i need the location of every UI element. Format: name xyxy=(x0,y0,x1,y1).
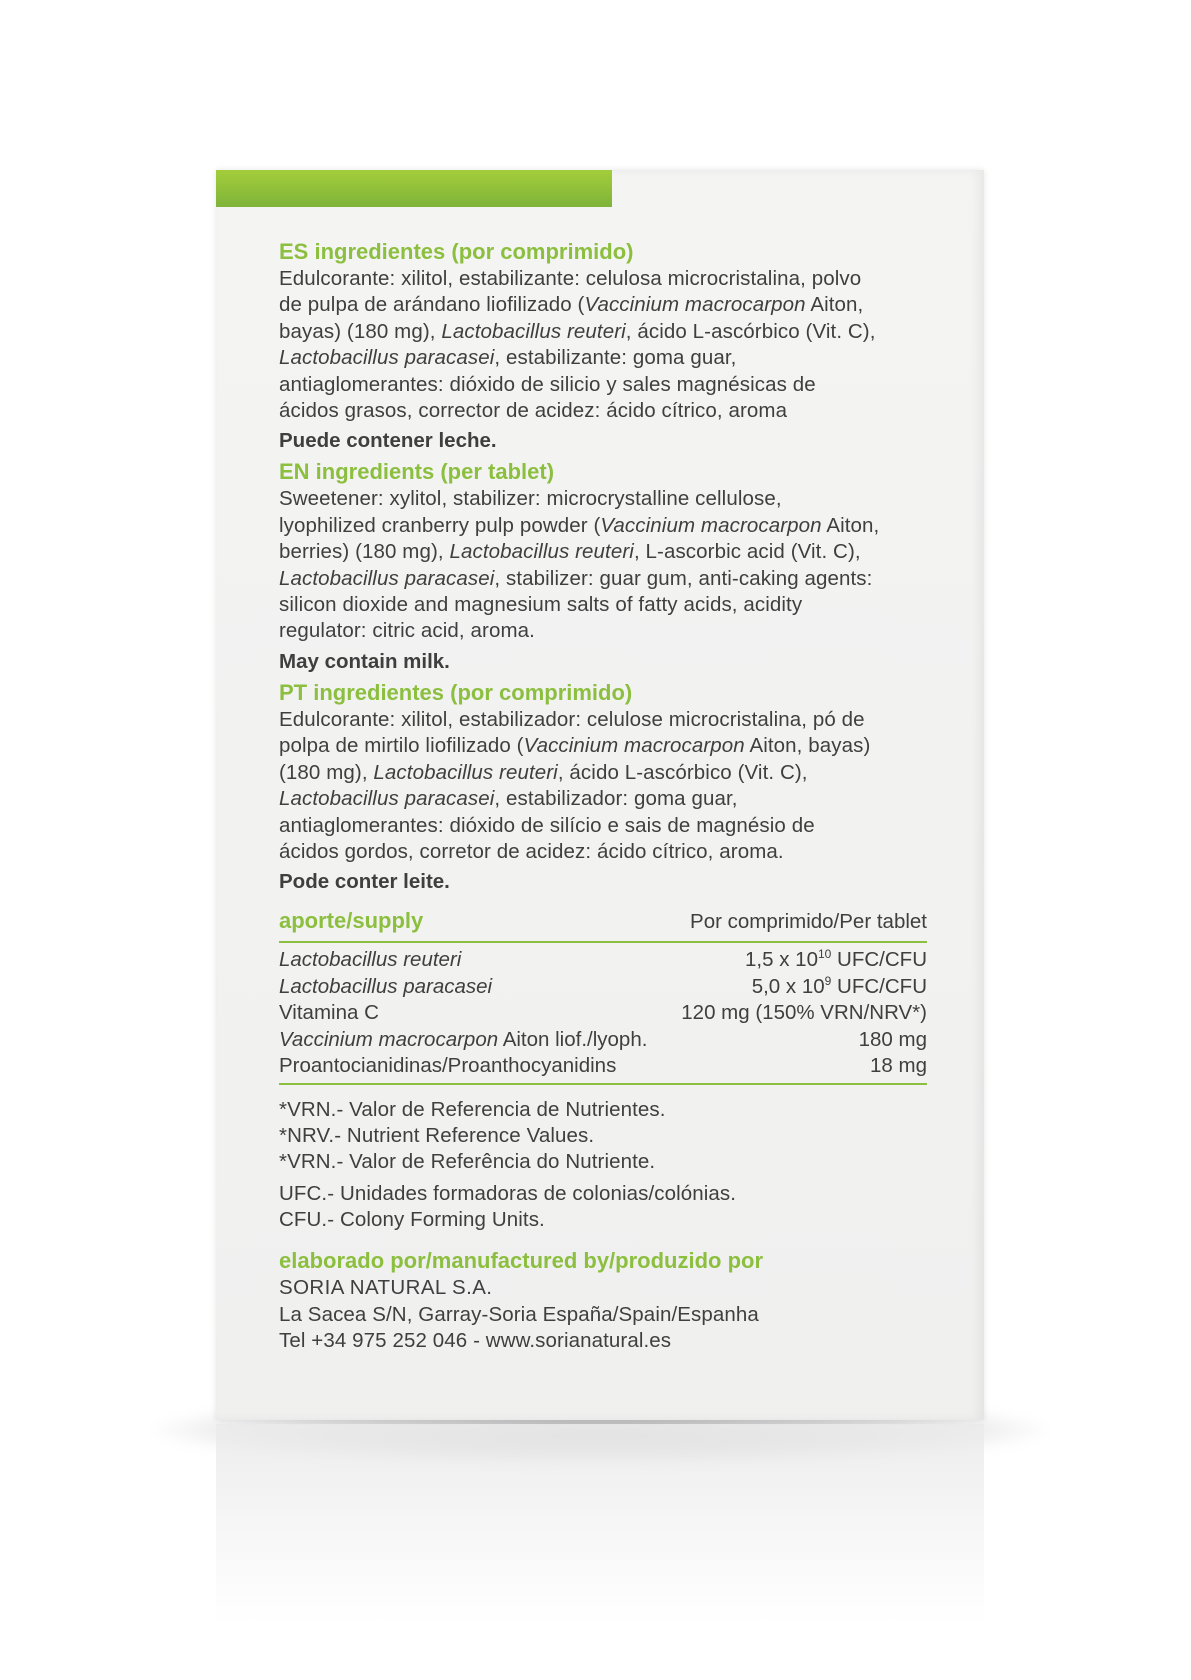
section-es xyxy=(279,238,927,454)
supply-row xyxy=(279,1000,927,1026)
section-en xyxy=(279,458,927,674)
supply-table xyxy=(279,947,927,1085)
ingredient-line xyxy=(279,760,927,786)
ingredient-text: , estabilizador: goma guar, xyxy=(494,787,738,811)
ingredients-pt xyxy=(279,707,927,865)
ingredient-text: Aiton, bayas) xyxy=(744,734,871,758)
footnote-ufc: UFC.- Unidades formadoras de colonias/colónias. xyxy=(279,1182,737,1206)
allergen-note-es: Puede contener leche. xyxy=(279,429,497,453)
ingredients-es xyxy=(279,266,927,424)
supply-heading: aporte/supply xyxy=(279,908,424,934)
supply-column-label: Por comprimido/Per tablet xyxy=(690,910,927,934)
supply-row xyxy=(279,1027,927,1053)
ingredient-text: antiaglomerantes: dióxido de silicio y sales magnésicas de xyxy=(279,372,816,396)
ingredient-line xyxy=(279,372,927,398)
accent-bar xyxy=(216,170,612,207)
ingredient-text: , L-ascorbic acid (Vit. C), xyxy=(633,540,861,564)
footnote-cfu: CFU.- Colony Forming Units. xyxy=(279,1208,545,1232)
ingredient-line xyxy=(279,813,927,839)
ingredient-text: Sweetener: xylitol, stabilizer: microcrystalline cellulose, xyxy=(279,487,782,511)
supply-amount: 5,0 x $10^9$ UFC/CFU xyxy=(751,973,927,998)
ingredient-text: Aiton, xyxy=(821,513,880,537)
species-name: Lactobacillus paracasei xyxy=(279,787,495,811)
ingredient-text: Edulcorante: xilitol, estabilizador: celulose microcristalina, pó de xyxy=(279,707,865,731)
species-name: Vaccinium macrocarpon xyxy=(523,734,745,758)
ingredient-line xyxy=(279,566,927,592)
ingredient-text: ácidos gordos, corretor de acidez: ácido cítrico, aroma. xyxy=(279,839,784,863)
heading-pt: PT ingredientes (por comprimido) xyxy=(279,679,633,705)
ingredient-text: de pulpa de arándano liofilizado ( xyxy=(279,293,585,317)
ingredient-line xyxy=(279,539,927,565)
ingredient-line xyxy=(279,398,927,424)
ingredient-line xyxy=(279,839,927,865)
ingredient-text: (180 mg), xyxy=(279,760,374,784)
ingredient-line xyxy=(279,292,927,318)
ingredient-line xyxy=(279,345,927,371)
allergen-note-pt: Pode conter leite. xyxy=(279,870,450,894)
card-reflection xyxy=(216,1424,984,1624)
product-box-back xyxy=(216,170,984,1420)
ingredient-text: Edulcorante: xilitol, estabilizante: celulosa microcristalina, polvo xyxy=(279,267,862,290)
supply-row xyxy=(279,1053,927,1079)
company-address: La Sacea S/N, Garray-Soria España/Spain/Espanha xyxy=(279,1302,759,1326)
ingredient-line xyxy=(279,266,927,292)
manufacturer-heading: elaborado por/manufactured by/produzido por xyxy=(279,1248,764,1274)
footnote-nrv-en: *NRV.- Nutrient Reference Values. xyxy=(279,1124,595,1148)
ingredient-text: ácidos grasos, corrector de acidez: ácido cítrico, aroma xyxy=(279,399,788,423)
supply-ingredient: Proantocianidinas/Proanthocyanidins xyxy=(279,1053,617,1077)
ingredient-line xyxy=(279,319,927,345)
ingredient-text: lyophilized cranberry pulp powder ( xyxy=(279,513,601,537)
supply-amount: 1,5 x $10^{10}$ UFC/CFU xyxy=(745,947,927,972)
footnotes xyxy=(279,1097,927,1233)
species-name: Lactobacillus reuteri xyxy=(441,319,626,343)
ingredient-text: antiaglomerantes: dióxido de silício e sais de magnésio de xyxy=(279,813,815,837)
species-name: Lactobacillus paracasei xyxy=(279,566,495,590)
supply-ingredient: Lactobacillus reuteri xyxy=(279,948,462,972)
supply-ingredient: Lactobacillus paracasei xyxy=(279,974,493,998)
supply-amount: 18 mg xyxy=(870,1053,927,1077)
supply-row xyxy=(279,974,927,1000)
ingredient-line xyxy=(279,486,927,512)
supply-row xyxy=(279,947,927,973)
manufacturer-block xyxy=(279,1247,927,1354)
footnote-vrn-pt: *VRN.- Valor de Referência do Nutriente. xyxy=(279,1150,656,1174)
ingredients-en xyxy=(279,486,927,644)
ingredient-text: berries) (180 mg), xyxy=(279,540,450,564)
ingredient-text: , ácido L-ascórbico (Vit. C), xyxy=(625,319,876,343)
company-contact: Tel +34 975 252 046 - www.sorianatural.es xyxy=(279,1329,672,1353)
ingredient-text: Aiton, xyxy=(805,293,864,317)
supply-ingredient: Vaccinium macrocarpon Aiton liof./lyoph. xyxy=(279,1027,648,1051)
ingredient-text: , stabilizer: guar gum, anti-caking agents: xyxy=(494,566,873,590)
species-name: Vaccinium macrocarpon xyxy=(584,293,806,317)
heading-es: ES ingredientes (por comprimido) xyxy=(279,239,634,264)
supply-amount: 120 mg (150% VRN/NRV*) xyxy=(681,1001,927,1025)
label-content xyxy=(279,238,927,1355)
ingredient-text: silicon dioxide and magnesium salts of fatty acids, acidity xyxy=(279,593,803,617)
ingredient-text: regulator: citric acid, aroma. xyxy=(279,619,535,643)
ingredient-line xyxy=(279,733,927,759)
supply-ingredient: Vitamina C xyxy=(279,1001,379,1025)
allergen-note-en: May contain milk. xyxy=(279,649,450,673)
ingredient-text: , estabilizante: goma guar, xyxy=(494,346,737,370)
ingredient-line xyxy=(279,513,927,539)
ingredient-text: , ácido L-ascórbico (Vit. C), xyxy=(557,760,808,784)
supply-amount: 180 mg xyxy=(858,1027,927,1051)
supply-header xyxy=(279,907,927,943)
heading-en: EN ingredients (per tablet) xyxy=(279,459,555,485)
company-name: SORIA NATURAL S.A. xyxy=(279,1276,493,1300)
ingredient-line xyxy=(279,786,927,812)
ingredient-line xyxy=(279,592,927,618)
ingredient-text: polpa de mirtilo liofilizado ( xyxy=(279,734,524,758)
footnote-vrn-es: *VRN.- Valor de Referencia de Nutrientes. xyxy=(279,1098,666,1122)
ingredient-text: bayas) (180 mg), xyxy=(279,319,442,343)
section-pt xyxy=(279,679,927,895)
ingredient-line xyxy=(279,707,927,733)
species-name: Lactobacillus reuteri xyxy=(449,540,634,564)
species-name: Vaccinium macrocarpon xyxy=(600,513,822,537)
ingredient-line xyxy=(279,618,927,644)
species-name: Lactobacillus reuteri xyxy=(373,760,558,784)
species-name: Lactobacillus paracasei xyxy=(279,346,495,370)
